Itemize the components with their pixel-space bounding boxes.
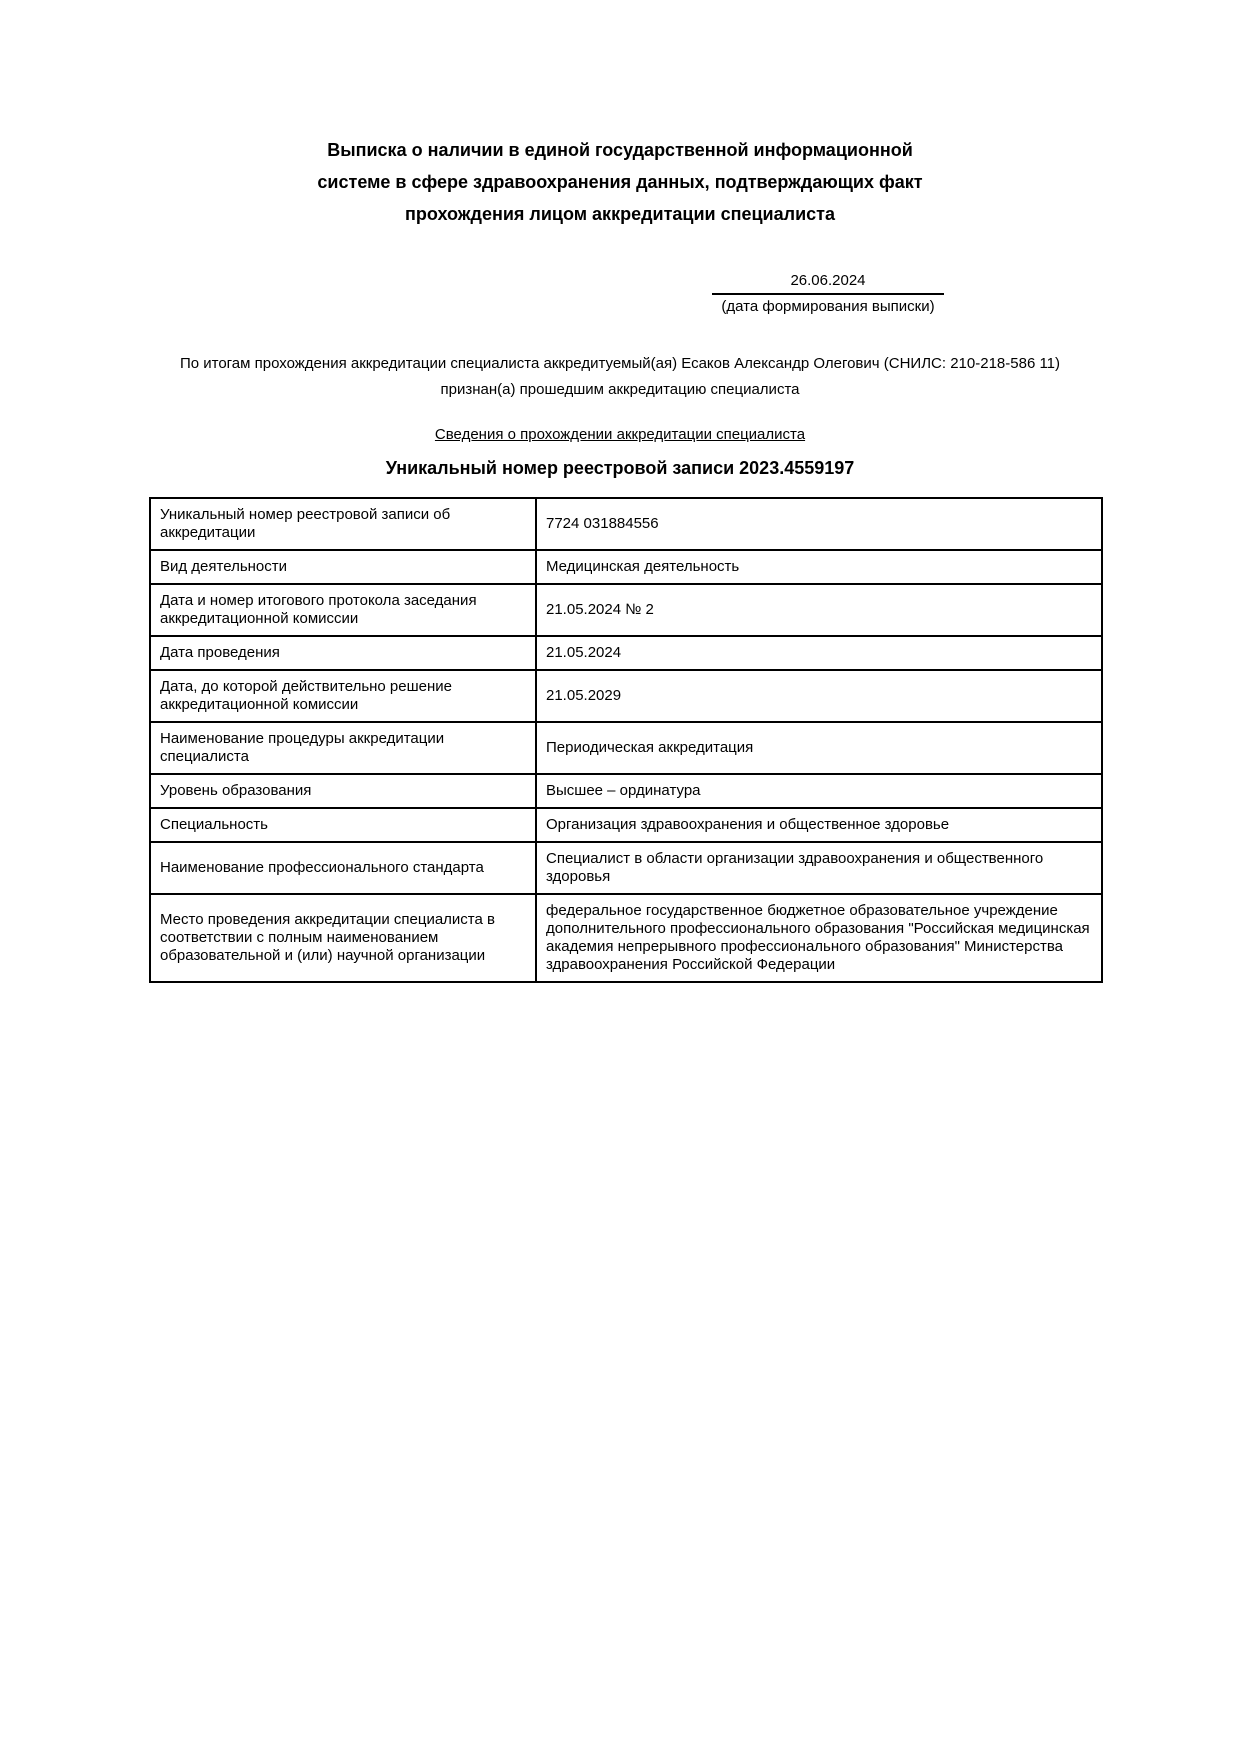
row-label-cell: Специальность xyxy=(150,808,536,842)
table-row xyxy=(150,584,1102,636)
accreditation-table xyxy=(149,497,1103,983)
row-label-cell: Уровень образования xyxy=(150,774,536,808)
accreditation-table-body xyxy=(150,498,1102,982)
document-title-line: системе в сфере здравоохранения данных, подтверждающих факт xyxy=(317,172,923,192)
formation-date-block xyxy=(712,271,944,316)
table-row xyxy=(150,808,1102,842)
intro-paragraph xyxy=(0,351,1240,403)
intro-line: признан(а) прошедшим аккредитацию специалиста xyxy=(440,381,800,398)
intro-line: По итогам прохождения аккредитации специалиста аккредитуемый(ая) Есаков Александр Олегович (СНИЛС: 210-218-586 11) xyxy=(179,355,1061,372)
document-title-line: прохождения лицом аккредитации специалиста xyxy=(405,204,835,224)
row-value-cell: 21.05.2024 xyxy=(536,636,1102,670)
row-label-cell: Вид деятельности xyxy=(150,550,536,584)
row-value-cell: Периодическая аккредитация xyxy=(536,722,1102,774)
table-row xyxy=(150,842,1102,894)
row-value-cell: Медицинская деятельность xyxy=(536,550,1102,584)
document-title-line: Выписка о наличии в единой государственной информационной xyxy=(327,140,913,160)
row-value-cell: федеральное государственное бюджетное образовательное учреждение дополнительного профессионального образования "Российская медицинская академия непрерывного профессионального образования" Министерства здравоохранения Российской Федерации xyxy=(536,894,1102,982)
row-label-cell: Дата проведения xyxy=(150,636,536,670)
row-label-cell: Уникальный номер реестровой записи об аккредитации xyxy=(150,498,536,550)
document-title xyxy=(0,134,1240,230)
table-row xyxy=(150,670,1102,722)
row-value-cell: 21.05.2024 № 2 xyxy=(536,584,1102,636)
table-row xyxy=(150,774,1102,808)
table-row xyxy=(150,894,1102,982)
table-row xyxy=(150,636,1102,670)
row-value-cell: 21.05.2029 xyxy=(536,670,1102,722)
row-value-cell: Высшее – ординатура xyxy=(536,774,1102,808)
row-value-cell: Специалист в области организации здравоохранения и общественного здоровья xyxy=(536,842,1102,894)
row-label-cell: Дата и номер итогового протокола заседания аккредитационной комиссии xyxy=(150,584,536,636)
section-heading: Сведения о прохождении аккредитации специалиста xyxy=(434,426,806,443)
row-label-cell: Место проведения аккредитации специалиста в соответствии с полным наименованием образовательной и (или) научной организации xyxy=(150,894,536,982)
row-label-cell: Дата, до которой действительно решение аккредитационной комиссии xyxy=(150,670,536,722)
formation-date-value: 26.06.2024 xyxy=(712,271,944,295)
table-row xyxy=(150,722,1102,774)
row-label-cell: Наименование процедуры аккредитации специалиста xyxy=(150,722,536,774)
table-row xyxy=(150,498,1102,550)
row-value-cell: 7724 031884556 xyxy=(536,498,1102,550)
registry-record-heading: Уникальный номер реестровой записи 2023.4559197 xyxy=(385,458,855,478)
row-label-cell: Наименование профессионального стандарта xyxy=(150,842,536,894)
formation-date-caption: (дата формирования выписки) xyxy=(721,298,935,315)
row-value-cell: Организация здравоохранения и общественное здоровье xyxy=(536,808,1102,842)
table-row xyxy=(150,550,1102,584)
